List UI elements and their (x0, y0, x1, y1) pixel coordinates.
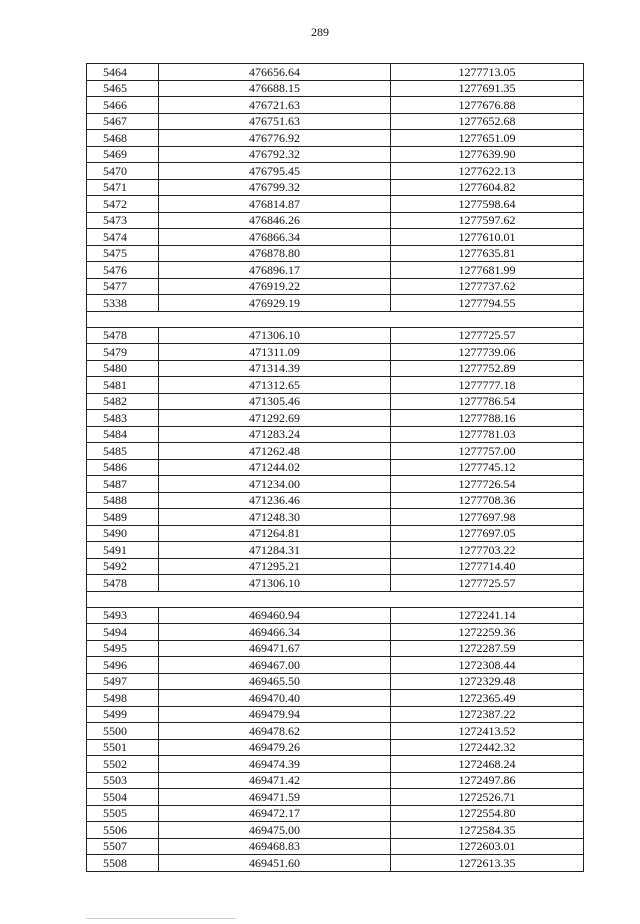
x-coordinate-cell: 469471.67 (159, 640, 391, 657)
y-coordinate-cell: 1272413.52 (391, 723, 584, 740)
section-separator-cell (87, 311, 584, 327)
x-coordinate-cell: 476878.80 (159, 245, 391, 262)
x-coordinate-cell: 471236.46 (159, 492, 391, 509)
x-coordinate-cell: 469479.94 (159, 706, 391, 723)
x-coordinate-cell: 471312.65 (159, 377, 391, 394)
y-coordinate-cell: 1277622.13 (391, 163, 584, 180)
table-row (87, 459, 584, 476)
x-coordinate-cell: 469475.00 (159, 822, 391, 839)
x-coordinate-cell: 471295.21 (159, 558, 391, 575)
table-row (87, 805, 584, 822)
table-row (87, 558, 584, 575)
x-coordinate-cell: 469471.59 (159, 789, 391, 806)
y-coordinate-cell: 1277794.55 (391, 295, 584, 312)
y-coordinate-cell: 1277651.09 (391, 130, 584, 147)
table-row (87, 525, 584, 542)
x-coordinate-cell: 476688.15 (159, 80, 391, 97)
x-coordinate-cell: 469460.94 (159, 607, 391, 624)
point-id-cell: 5494 (87, 624, 159, 641)
point-id-cell: 5489 (87, 509, 159, 526)
point-id-cell: 5486 (87, 459, 159, 476)
y-coordinate-cell: 1277757.00 (391, 443, 584, 460)
table-row (87, 723, 584, 740)
y-coordinate-cell: 1277737.62 (391, 278, 584, 295)
x-coordinate-cell: 471306.10 (159, 327, 391, 344)
y-coordinate-cell: 1277725.57 (391, 327, 584, 344)
y-coordinate-cell: 1277714.40 (391, 558, 584, 575)
x-coordinate-cell: 471262.48 (159, 443, 391, 460)
x-coordinate-cell: 471283.24 (159, 426, 391, 443)
table-row (87, 690, 584, 707)
point-id-cell: 5491 (87, 542, 159, 559)
table-row (87, 113, 584, 130)
point-id-cell: 5495 (87, 640, 159, 657)
point-id-cell: 5468 (87, 130, 159, 147)
table-row (87, 640, 584, 657)
table-row (87, 542, 584, 559)
y-coordinate-cell: 1277610.01 (391, 229, 584, 246)
y-coordinate-cell: 1272241.14 (391, 607, 584, 624)
table-row (87, 163, 584, 180)
y-coordinate-cell: 1272287.59 (391, 640, 584, 657)
point-id-cell: 5490 (87, 525, 159, 542)
x-coordinate-cell: 471264.81 (159, 525, 391, 542)
y-coordinate-cell: 1277681.99 (391, 262, 584, 279)
y-coordinate-cell: 1277697.05 (391, 525, 584, 542)
table-row (87, 657, 584, 674)
y-coordinate-cell: 1277652.68 (391, 113, 584, 130)
x-coordinate-cell: 469478.62 (159, 723, 391, 740)
x-coordinate-cell: 471305.46 (159, 393, 391, 410)
x-coordinate-cell: 469465.50 (159, 673, 391, 690)
table-row (87, 80, 584, 97)
point-id-cell: 5481 (87, 377, 159, 394)
point-id-cell: 5493 (87, 607, 159, 624)
point-id-cell: 5503 (87, 772, 159, 789)
point-id-cell: 5464 (87, 64, 159, 81)
table-row (87, 327, 584, 344)
y-coordinate-cell: 1277781.03 (391, 426, 584, 443)
point-id-cell: 5484 (87, 426, 159, 443)
table-row (87, 492, 584, 509)
table-row (87, 295, 584, 312)
table-row (87, 97, 584, 114)
table-row (87, 130, 584, 147)
table-row (87, 426, 584, 443)
point-id-cell: 5497 (87, 673, 159, 690)
x-coordinate-cell: 469471.42 (159, 772, 391, 789)
point-id-cell: 5465 (87, 80, 159, 97)
table-row (87, 410, 584, 427)
y-coordinate-cell: 1277786.54 (391, 393, 584, 410)
coordinate-table (86, 63, 584, 872)
table-row (87, 756, 584, 773)
point-id-cell: 5480 (87, 360, 159, 377)
point-id-cell: 5467 (87, 113, 159, 130)
y-coordinate-cell: 1277598.64 (391, 196, 584, 213)
coordinate-table-body (87, 64, 584, 872)
table-row (87, 196, 584, 213)
point-id-cell: 5487 (87, 476, 159, 493)
page-number: 289 (311, 25, 329, 39)
y-coordinate-cell: 1277691.35 (391, 80, 584, 97)
table-row (87, 212, 584, 229)
y-coordinate-cell: 1272526.71 (391, 789, 584, 806)
point-id-cell: 5507 (87, 838, 159, 855)
x-coordinate-cell: 471311.09 (159, 344, 391, 361)
table-row (87, 789, 584, 806)
x-coordinate-cell: 476656.64 (159, 64, 391, 81)
table-row (87, 146, 584, 163)
section-separator-row (87, 591, 584, 607)
table-row (87, 229, 584, 246)
x-coordinate-cell: 471244.02 (159, 459, 391, 476)
table-row (87, 443, 584, 460)
table-row (87, 278, 584, 295)
table-row (87, 673, 584, 690)
point-id-cell: 5500 (87, 723, 159, 740)
y-coordinate-cell: 1272613.35 (391, 855, 584, 872)
y-coordinate-cell: 1277639.90 (391, 146, 584, 163)
point-id-cell: 5470 (87, 163, 159, 180)
table-row (87, 360, 584, 377)
table-row (87, 624, 584, 641)
x-coordinate-cell: 471306.10 (159, 575, 391, 592)
y-coordinate-cell: 1272387.22 (391, 706, 584, 723)
point-id-cell: 5482 (87, 393, 159, 410)
point-id-cell: 5504 (87, 789, 159, 806)
table-row (87, 476, 584, 493)
point-id-cell: 5478 (87, 327, 159, 344)
table-row (87, 822, 584, 839)
x-coordinate-cell: 476846.26 (159, 212, 391, 229)
table-row (87, 855, 584, 872)
x-coordinate-cell: 476896.17 (159, 262, 391, 279)
y-coordinate-cell: 1272468.24 (391, 756, 584, 773)
table-row (87, 393, 584, 410)
y-coordinate-cell: 1277777.18 (391, 377, 584, 394)
y-coordinate-cell: 1272554.80 (391, 805, 584, 822)
y-coordinate-cell: 1277752.89 (391, 360, 584, 377)
x-coordinate-cell: 476866.34 (159, 229, 391, 246)
x-coordinate-cell: 476795.45 (159, 163, 391, 180)
table-row (87, 739, 584, 756)
x-coordinate-cell: 469474.39 (159, 756, 391, 773)
y-coordinate-cell: 1272603.01 (391, 838, 584, 855)
y-coordinate-cell: 1277635.81 (391, 245, 584, 262)
y-coordinate-cell: 1272308.44 (391, 657, 584, 674)
x-coordinate-cell: 476721.63 (159, 97, 391, 114)
point-id-cell: 5476 (87, 262, 159, 279)
point-id-cell: 5473 (87, 212, 159, 229)
x-coordinate-cell: 471314.39 (159, 360, 391, 377)
x-coordinate-cell: 471234.00 (159, 476, 391, 493)
table-row (87, 706, 584, 723)
table-row (87, 262, 584, 279)
point-id-cell: 5488 (87, 492, 159, 509)
section-separator-cell (87, 591, 584, 607)
y-coordinate-cell: 1272497.86 (391, 772, 584, 789)
x-coordinate-cell: 469468.83 (159, 838, 391, 855)
point-id-cell: 5506 (87, 822, 159, 839)
x-coordinate-cell: 476929.19 (159, 295, 391, 312)
point-id-cell: 5475 (87, 245, 159, 262)
section-separator-row (87, 311, 584, 327)
point-id-cell: 5505 (87, 805, 159, 822)
y-coordinate-cell: 1277708.36 (391, 492, 584, 509)
x-coordinate-cell: 469472.17 (159, 805, 391, 822)
point-id-cell: 5496 (87, 657, 159, 674)
table-row (87, 772, 584, 789)
point-id-cell: 5478 (87, 575, 159, 592)
point-id-cell: 5508 (87, 855, 159, 872)
y-coordinate-cell: 1277788.16 (391, 410, 584, 427)
y-coordinate-cell: 1277726.54 (391, 476, 584, 493)
point-id-cell: 5499 (87, 706, 159, 723)
table-row (87, 179, 584, 196)
x-coordinate-cell: 471292.69 (159, 410, 391, 427)
point-id-cell: 5479 (87, 344, 159, 361)
y-coordinate-cell: 1277597.62 (391, 212, 584, 229)
table-row (87, 64, 584, 81)
x-coordinate-cell: 476814.87 (159, 196, 391, 213)
x-coordinate-cell: 476799.32 (159, 179, 391, 196)
x-coordinate-cell: 469467.00 (159, 657, 391, 674)
y-coordinate-cell: 1272259.36 (391, 624, 584, 641)
table-row (87, 245, 584, 262)
point-id-cell: 5466 (87, 97, 159, 114)
point-id-cell: 5498 (87, 690, 159, 707)
point-id-cell: 5338 (87, 295, 159, 312)
point-id-cell: 5502 (87, 756, 159, 773)
x-coordinate-cell: 469466.34 (159, 624, 391, 641)
y-coordinate-cell: 1277703.22 (391, 542, 584, 559)
bottom-rule (86, 918, 236, 919)
x-coordinate-cell: 476919.22 (159, 278, 391, 295)
y-coordinate-cell: 1277745.12 (391, 459, 584, 476)
point-id-cell: 5501 (87, 739, 159, 756)
x-coordinate-cell: 469451.60 (159, 855, 391, 872)
x-coordinate-cell: 476776.92 (159, 130, 391, 147)
y-coordinate-cell: 1277725.57 (391, 575, 584, 592)
y-coordinate-cell: 1272584.35 (391, 822, 584, 839)
x-coordinate-cell: 469479.26 (159, 739, 391, 756)
y-coordinate-cell: 1272442.32 (391, 739, 584, 756)
y-coordinate-cell: 1277739.06 (391, 344, 584, 361)
point-id-cell: 5469 (87, 146, 159, 163)
table-row (87, 509, 584, 526)
point-id-cell: 5485 (87, 443, 159, 460)
table-row (87, 575, 584, 592)
point-id-cell: 5483 (87, 410, 159, 427)
table-row (87, 344, 584, 361)
x-coordinate-cell: 476751.63 (159, 113, 391, 130)
table-row (87, 377, 584, 394)
y-coordinate-cell: 1272365.49 (391, 690, 584, 707)
y-coordinate-cell: 1277697.98 (391, 509, 584, 526)
y-coordinate-cell: 1277676.88 (391, 97, 584, 114)
x-coordinate-cell: 476792.32 (159, 146, 391, 163)
point-id-cell: 5492 (87, 558, 159, 575)
table-row (87, 838, 584, 855)
x-coordinate-cell: 471248.30 (159, 509, 391, 526)
x-coordinate-cell: 469470.40 (159, 690, 391, 707)
y-coordinate-cell: 1277713.05 (391, 64, 584, 81)
point-id-cell: 5472 (87, 196, 159, 213)
y-coordinate-cell: 1272329.48 (391, 673, 584, 690)
point-id-cell: 5474 (87, 229, 159, 246)
table-row (87, 607, 584, 624)
point-id-cell: 5477 (87, 278, 159, 295)
point-id-cell: 5471 (87, 179, 159, 196)
x-coordinate-cell: 471284.31 (159, 542, 391, 559)
y-coordinate-cell: 1277604.82 (391, 179, 584, 196)
